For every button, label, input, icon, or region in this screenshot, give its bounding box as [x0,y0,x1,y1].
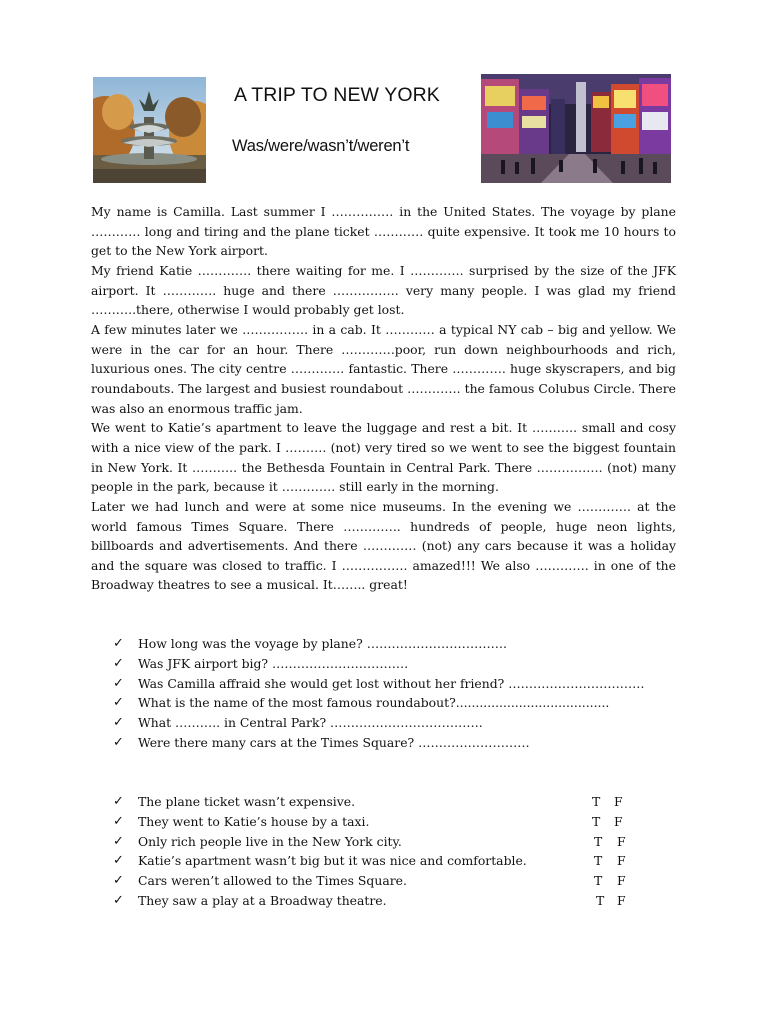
question-item [113,733,688,753]
check-mark-icon: ✓ [113,636,124,651]
check-mark-icon: ✓ [113,715,124,731]
true-false-item [113,792,688,812]
story-paragraph-4: We went to Katie’s apartment to leave the luggage and rest a bit. It ……….. small and cosy with a nice view of the park. I ………. (not) very tired so we went to see the biggest fountain in New York. It ……….. the Bethesda Fountain in Central Park. There ……………. (not) many people in the park, because it …………. still early in the morning. [91,420,676,495]
worksheet-title: A TRIP TO NEW YORK [234,84,440,106]
question-text: What ……….. in Central Park? ………………………………. [138,715,483,731]
false-option[interactable]: F [614,813,623,829]
true-option[interactable]: T [594,833,603,849]
story-paragraph-3: A few minutes later we ……………. in a cab. It ………… a typical NY cab – big and yellow. We were in the car for an hour. There ………….poor, run down neighbourhoods and rich, luxurious ones. The city centre …………. fantastic. There …………. huge skyscrapers, and big roundabouts. The largest and busiest roundabout …………. the famous Colubus Circle. There was also an enormous traffic jam. [91,321,676,416]
check-mark-icon: ✓ [113,833,124,849]
false-option[interactable]: F [617,833,626,849]
statement-text: Only rich people live in the New York city. [138,833,402,849]
true-false-item [113,871,688,891]
check-mark-icon: ✓ [113,675,124,691]
question-text: Was Camilla affraid she would get lost without her friend? …………………………… [138,675,645,691]
story-paragraph-2: My friend Katie …………. there waiting for me. I …………. surprised by the size of the JFK airport. It …………. huge and there ……………. very many people. I was glad my friend ………..there, otherwise I would probably get lost. [91,262,676,318]
false-option[interactable]: F [617,853,626,869]
story-paragraph-5: Later we had lunch and were at some nice museums. In the evening we …………. at the world famous Times Square. There ………….. hundreds of people, huge neon lights, billboards and advertisements. And there …………. (not) any cars because it was a holiday and the square was closed to traffic. I ……………. amazed!!! We also …………. in one of the Broadway theatres to see a musical. It…….. great! [91,498,676,593]
check-mark-icon: ✓ [113,794,124,809]
check-mark-icon: ✓ [113,734,124,750]
question-item [113,654,688,674]
check-mark-icon: ✓ [113,695,124,711]
true-option[interactable]: T [592,813,601,829]
statement-text: Katie’s apartment wasn’t big but it was nice and comfortable. [138,853,527,869]
statement-text: The plane ticket wasn’t expensive. [138,794,356,809]
true-option[interactable]: T [592,794,601,809]
story-paragraph-1: My name is Camilla. Last summer I …………… in the United States. The voyage by plane ………… long and tiring and the plane ticket ………… quite expensive. It took me 10 hours to get to the New York airport. [91,204,676,259]
check-mark-icon: ✓ [113,873,124,889]
true-option[interactable]: T [594,853,603,869]
check-mark-icon: ✓ [113,853,124,869]
question-text: Was JFK airport big? …………………………… [138,655,409,671]
true-false-item [113,851,688,871]
check-mark-icon: ✓ [113,813,124,829]
true-false-list [113,792,688,911]
worksheet-subtitle: Was/were/wasn’t/weren’t [232,137,410,155]
story-text [91,202,676,595]
check-mark-icon: ✓ [113,892,124,908]
question-text: Were there many cars at the Times Square? ……………………… [138,734,530,750]
times-square-photo [481,74,671,183]
question-item [113,674,688,694]
true-false-item [113,891,688,911]
true-false-item [113,832,688,852]
false-option[interactable]: F [614,794,623,809]
bethesda-fountain-photo [93,77,206,183]
question-item [113,634,688,654]
check-mark-icon: ✓ [113,655,124,671]
false-option[interactable]: F [617,873,626,889]
statement-text: They went to Katie’s house by a taxi. [138,813,370,829]
question-text: What is the name of the most famous roundabout?....................................... [138,695,610,711]
question-text: How long was the voyage by plane? ……………………………. [138,636,507,651]
question-item [113,693,688,713]
true-option[interactable]: T [596,892,605,908]
false-option[interactable]: F [617,892,626,908]
question-list [113,634,688,753]
true-false-item [113,812,688,832]
statement-text: Cars weren’t allowed to the Times Square. [138,873,407,889]
statement-text: They saw a play at a Broadway theatre. [138,892,387,908]
question-item [113,713,688,733]
true-option[interactable]: T [594,873,603,889]
